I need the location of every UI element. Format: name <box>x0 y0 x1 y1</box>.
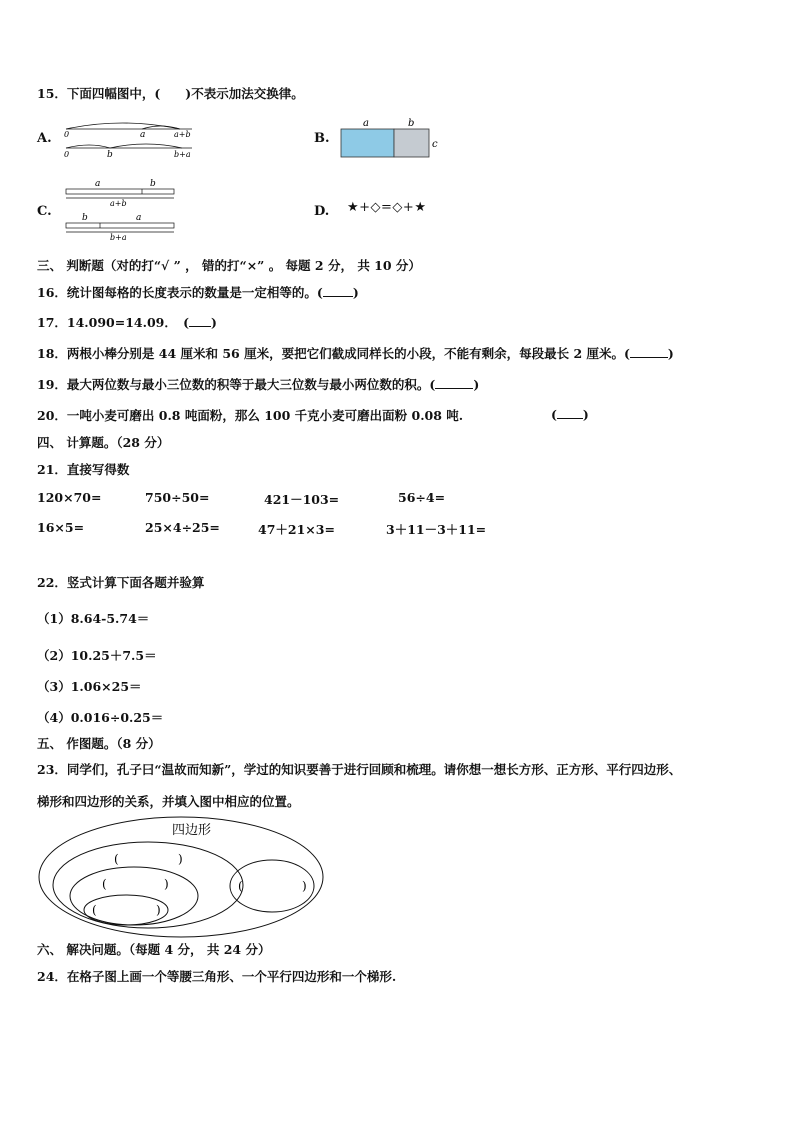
q16-answer-blank[interactable] <box>323 284 353 297</box>
q20-answer-blank[interactable] <box>557 406 583 419</box>
inner-blank-close: ) <box>164 877 169 891</box>
outer-label: 四边形 <box>172 823 212 838</box>
a-top-sum: a+b <box>174 130 191 139</box>
c-bottom-bar <box>66 223 174 228</box>
b-label-b: b <box>408 118 415 129</box>
option-d-label: D. <box>314 204 330 219</box>
c-top-bar <box>66 189 174 194</box>
q22-title: 22．竖式计算下面各题并验算 <box>37 575 205 590</box>
c-bottom-sum: b+a <box>110 233 127 242</box>
q17-answer-blank[interactable] <box>189 314 211 327</box>
a-top-arc-small <box>142 126 180 129</box>
q21-title: 21．直接写得数 <box>37 462 130 477</box>
q19-answer-blank[interactable] <box>435 376 473 389</box>
q22-item-3: （3）1.06×25＝ <box>37 679 142 694</box>
b-rect-left <box>341 129 394 157</box>
q23-line-2: 梯形和四边形的关系，并填入图中相应的位置。 <box>37 794 300 809</box>
q21-item: 120×70= <box>37 490 102 505</box>
c-top-sum: a+b <box>110 199 127 208</box>
option-d-expression: ★+◇=◇+★ <box>347 200 427 215</box>
innermost-blank-close: ) <box>156 903 161 917</box>
a-bottom-zero: 0 <box>64 150 70 159</box>
inner-ellipse <box>70 867 198 925</box>
q20-row <box>37 406 463 424</box>
q18-answer-blank[interactable] <box>630 345 668 358</box>
q21-item: 750÷50= <box>145 490 210 505</box>
section-5-title: 五、 作图题。（8 分） <box>37 736 161 751</box>
a-bottom-arc-long <box>110 144 182 148</box>
b-label-a: a <box>363 118 369 129</box>
option-b-rectangle-figure <box>338 116 448 160</box>
middle-blank-open: ( <box>114 852 119 866</box>
q22-item-2: （2）10.25＋7.5＝ <box>37 648 157 663</box>
q15-stem: 15．下面四幅图中，( )不表示加法交换律。 <box>37 86 304 101</box>
section-3-title: 三、 判断题（对的打“√ ” ， 错的打“×” 。 每题 2 分， 共 10 分） <box>37 258 421 273</box>
right-blank-open: ( <box>238 879 243 893</box>
q18-row: 18．两根小棒分别是 44 厘米和 56 厘米，要把它们截成同样长的小段，不能有剩余，每段最长 2 厘米。( ) <box>37 346 674 361</box>
q21-item: 16×5= <box>37 520 85 535</box>
b-label-c: c <box>432 139 438 150</box>
q21-item: 3＋11－3＋11= <box>386 522 487 537</box>
inner-blank-open: ( <box>102 877 107 891</box>
q21-item: 47＋21×3= <box>258 522 335 537</box>
option-a-number-line-figure <box>62 118 202 162</box>
c-top-b: b <box>150 179 156 189</box>
option-b-label: B. <box>314 131 330 146</box>
q22-item-1: （1）8.64-5.74＝ <box>37 611 150 626</box>
q21-item: 56÷4= <box>398 490 446 505</box>
a-bottom-sum: b+a <box>174 150 191 159</box>
section-4-title: 四、 计算题。（28 分） <box>37 435 170 450</box>
q16-row: 16．统计图每格的长度表示的数量是一定相等的。( ) <box>37 285 359 300</box>
q21-item: 421－103= <box>264 492 340 507</box>
q21-item: 25×4÷25= <box>145 520 220 535</box>
quadrilateral-venn-diagram <box>36 812 332 940</box>
option-c-label: C. <box>37 204 52 219</box>
q16-text: 16．统计图每格的长度表示的数量是一定相等的。( <box>37 285 323 300</box>
a-top-a: a <box>140 130 146 140</box>
a-bottom-b: b <box>107 150 113 160</box>
q19-text: 19．最大两位数与最小三位数的积等于最大三位数与最小两位数的积。( <box>37 377 436 392</box>
middle-blank-close: ) <box>178 852 183 866</box>
option-a-label: A. <box>37 131 52 146</box>
q20-text: 20．一吨小麦可磨出 0.8 吨面粉，那么 100 千克小麦可磨出面粉 0.08 吨. <box>37 408 464 423</box>
c-top-a: a <box>95 179 101 189</box>
a-bottom-arc <box>66 145 110 148</box>
q17-text: 17．14.090=14.09． ( <box>37 315 190 330</box>
q19-row: 19．最大两位数与最小三位数的积等于最大三位数与最小两位数的积。( ) <box>37 377 480 392</box>
c-bottom-a: a <box>136 213 142 223</box>
right-blank-close: ) <box>302 879 307 893</box>
q18-text: 18．两根小棒分别是 44 厘米和 56 厘米，要把它们截成同样长的小段，不能有剩余，每段最长 2 厘米。( <box>37 346 630 361</box>
section-6-title: 六、 解决问题。（每题 4 分， 共 24 分） <box>37 942 271 957</box>
q23-line-1: 23．同学们，孔子曰“温故而知新”，学过的知识要善于进行回顾和梳理。请你想一想长方形、正方形、平行四边形、 <box>37 762 682 777</box>
innermost-blank-open: ( <box>92 903 97 917</box>
b-rect-right <box>394 129 429 157</box>
q22-item-4: （4）0.016÷0.25＝ <box>37 710 164 725</box>
q20-answer: ( ) <box>551 407 589 422</box>
a-top-zero: 0 <box>64 130 70 139</box>
c-bottom-b: b <box>82 213 88 223</box>
option-c-segment-figure <box>62 176 182 246</box>
q17-row: 17．14.090=14.09． ( ) <box>37 315 217 330</box>
middle-ellipse <box>53 842 243 928</box>
q24-text: 24．在格子图上画一个等腰三角形、一个平行四边形和一个梯形. <box>37 969 397 984</box>
